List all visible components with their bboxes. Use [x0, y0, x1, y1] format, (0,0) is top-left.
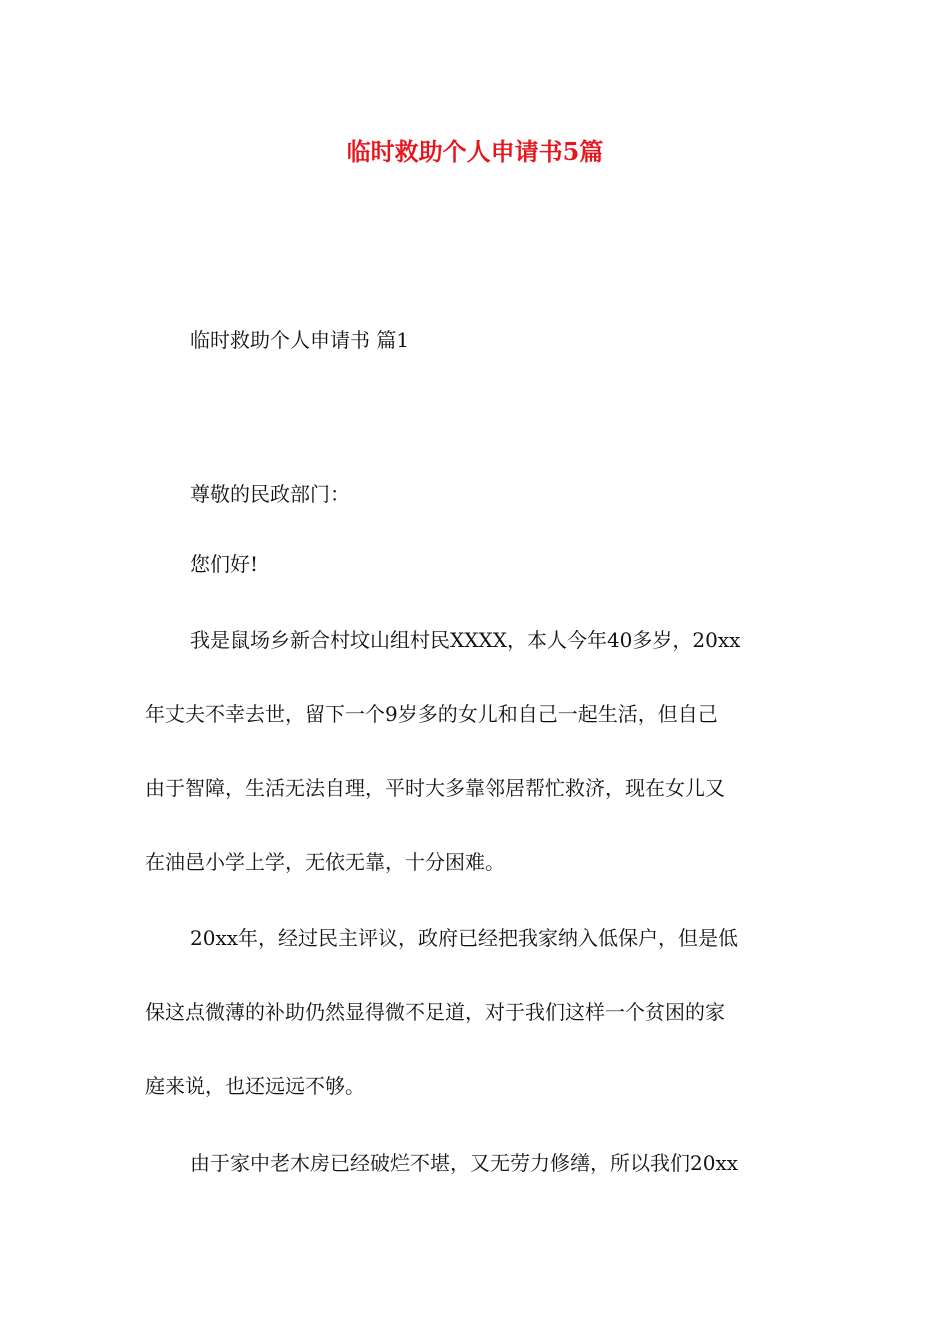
- paragraph-line: 年丈夫不幸去世，留下一个9岁多的女儿和自己一起生活，但自己: [145, 702, 718, 726]
- greeting: 您们好!: [190, 552, 259, 576]
- paragraph-line: 由于智障，生活无法自理，平时大多靠邻居帮忙救济，现在女儿又: [145, 776, 725, 800]
- paragraph-line: 保这点微薄的补助仍然显得微不足道，对于我们这样一个贫困的家: [145, 1000, 725, 1024]
- paragraph-line: 庭来说，也还远远不够。: [145, 1074, 365, 1098]
- paragraph-line: 由于家中老木房已经破烂不堪，又无劳力修缮，所以我们20xx: [190, 1151, 739, 1175]
- paragraph-line: 我是鼠场乡新合村坟山组村民XXXX，本人今年40多岁，20xx: [190, 628, 741, 652]
- paragraph-line: 20xx年，经过民主评议，政府已经把我家纳入低保户，但是低: [190, 926, 739, 950]
- section-heading: 临时救助个人申请书 篇1: [190, 328, 410, 352]
- document-title: 临时救助个人申请书5篇: [346, 137, 604, 166]
- salutation: 尊敬的民政部门：: [190, 482, 350, 506]
- paragraph-line: 在油邑小学上学，无依无靠，十分困难。: [145, 850, 505, 874]
